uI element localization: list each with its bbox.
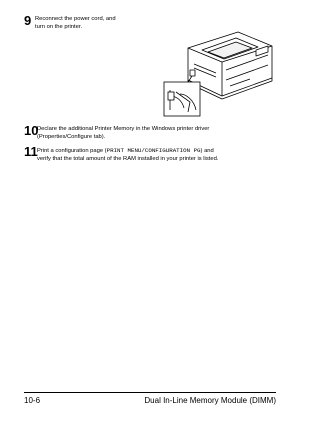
chapter-title: Dual In-Line Memory Module (DIMM) <box>144 396 276 405</box>
step-text-line: turn on the printer. <box>35 23 83 30</box>
step-number: 10 <box>24 123 39 138</box>
footer-divider <box>24 392 276 393</box>
step-text-line: (Properties/Configure tab). <box>37 133 106 140</box>
step-text-line: Declare the additional Printer Memory in the Windows printer driver <box>37 126 210 132</box>
step-number: 11 <box>24 144 38 159</box>
step-text-segment: Print a configuration page ( <box>37 148 107 154</box>
menu-path-code: PRINT MENU/CONFIGURATION PG <box>106 147 201 154</box>
step-text <box>37 126 209 141</box>
page-number: 10-6 <box>24 396 41 405</box>
step-text <box>35 16 116 31</box>
step-text-segment: ) and <box>200 148 214 154</box>
printer-icon <box>160 20 280 120</box>
step-text <box>37 147 218 163</box>
step-text-line: verify that the total amount of the RAM installed in your printer is listed. <box>37 155 219 162</box>
step-text-line <box>37 147 218 156</box>
printer-power-cord-illustration <box>160 20 280 125</box>
step-text-line: Reconnect the power cord, and <box>35 16 116 22</box>
step-number: 9 <box>24 13 32 28</box>
